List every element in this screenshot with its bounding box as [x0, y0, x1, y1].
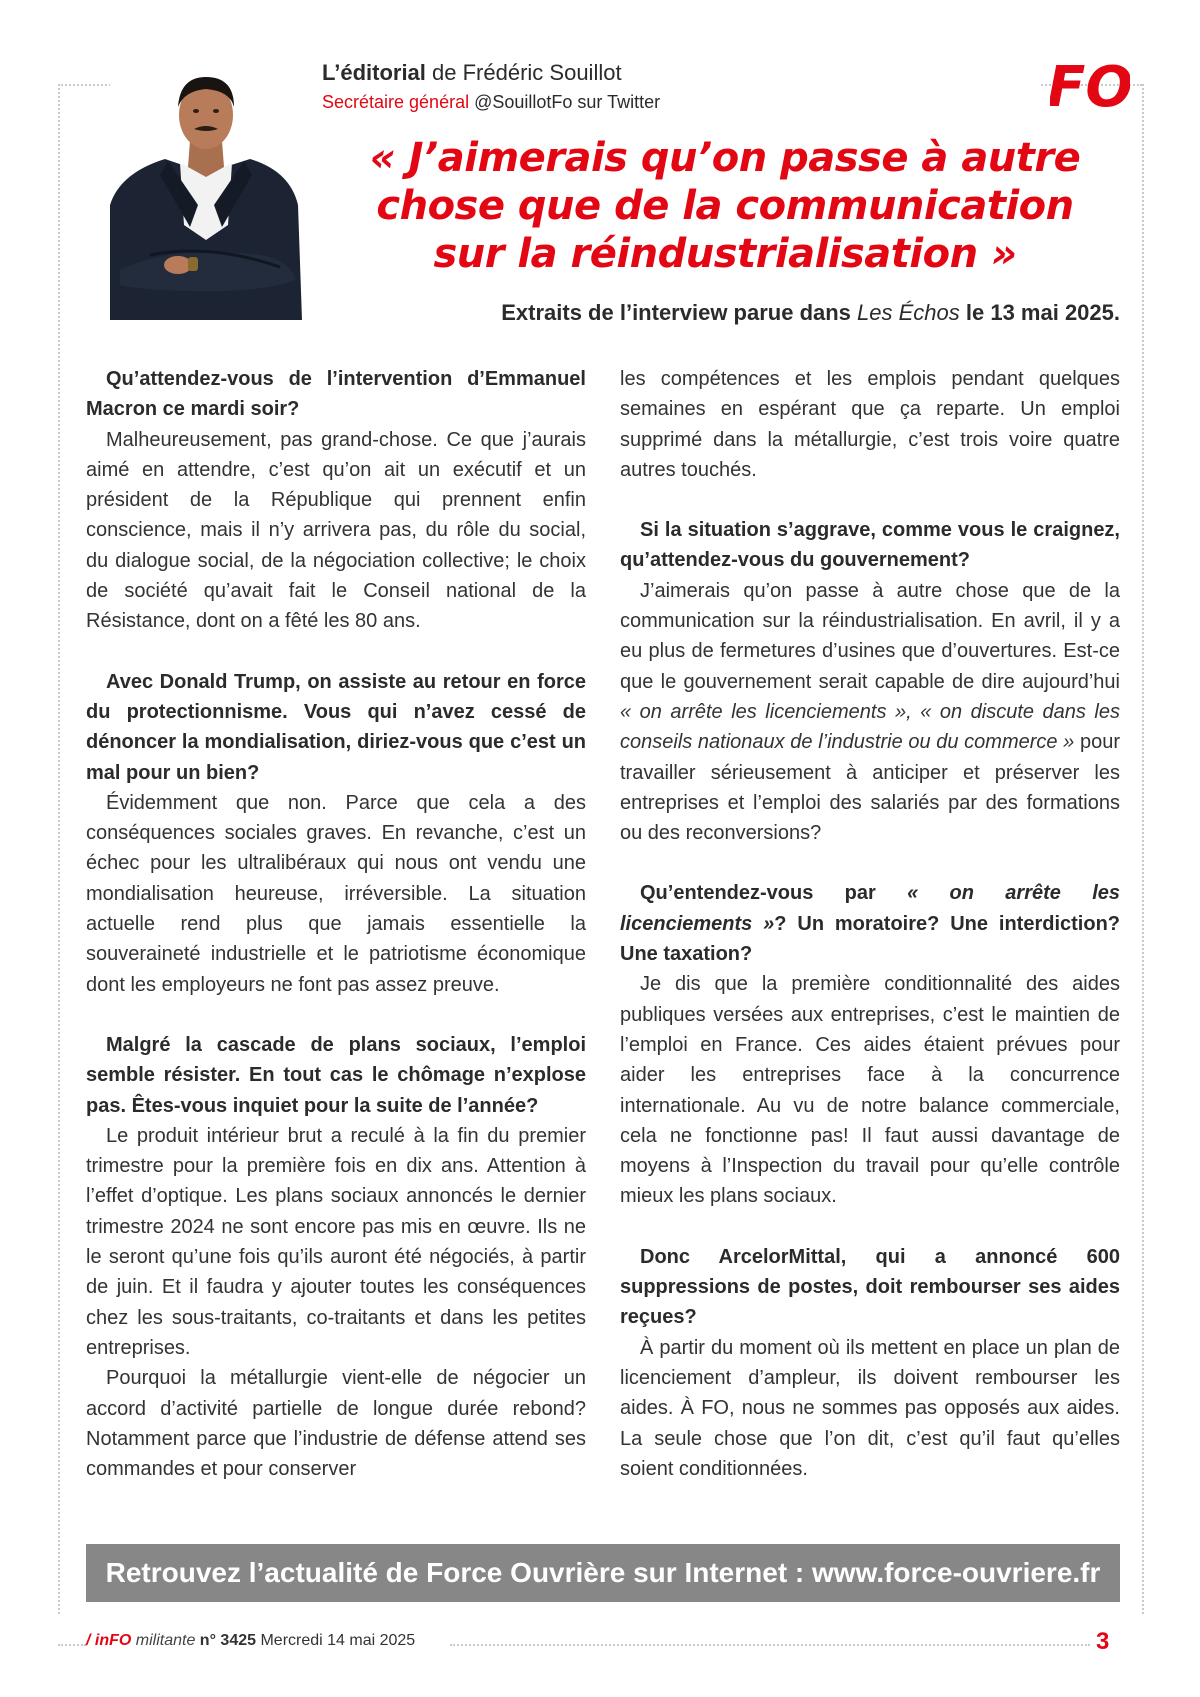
answer-2: Évidemment que non. Parce que cela a des conséquences sociales graves. En revanche, c’est un échec pour les ultralibéraux qui nous ont vendu une mondialisation heureuse, irréversible. La situation actuelle rend plus que jamais essentielle la souveraineté industrielle et le patriotisme économique dont les employeurs ne font pas assez preuve.	[86, 791, 586, 996]
headline-line-1: « J’aimerais qu’on passe à autre	[369, 135, 1081, 181]
answer-1: Malheureusement, pas grand-chose. Ce que j’aurais aimé en attendre, c’est qu’on ait un exécutif et un président de la République qui prennent enfin conscience, mais il n’y arrivera pas, du rôle du social, du dialogue social, de la négociation collective; le choix de société qu’avait fait le Conseil national de la Résistance, dont on a fêté les 80 ans.	[86, 428, 586, 633]
subtitle-source: Les Échos	[857, 300, 960, 325]
answer-6: À partir du moment où ils mettent en place un plan de licenciement d’ampleur, ils doivent rembourser les aides. À FO, nous ne sommes pas opposés aux aides. La seule chose que l’on dit, c’est qu’il faut qu’elles soient conditionnées.	[620, 1336, 1120, 1480]
fo-logo-text: FO	[1050, 55, 1130, 120]
page-footer	[86, 1632, 421, 1658]
question-2: Avec Donald Trump, on assiste au retour en force du protectionnisme. Vous qui n’avez cessé de dénoncer la mondialisation, diriez-vous que c’est un mal pour un bien?	[86, 670, 586, 784]
answer-5: Je dis que la première conditionnalité des aides publiques versées aux entreprises, c’est le maintien de l’emploi en France. Ces aides étaient prévues pour aider les entreprises face à la concurrence internationale. Au vu de notre balance commerciale, cela ne fonctionne pas! Il faut aussi davantage de moyens à l’Inspection du travail pour qu’elle contrôle mieux les plans sociaux.	[620, 973, 1120, 1208]
article-column-left	[86, 364, 586, 1484]
headline-line-2: chose que de la communication	[376, 183, 1074, 229]
headline-line-3: sur la réindustrialisation »	[433, 231, 1017, 277]
page-frame-right	[1142, 84, 1144, 1614]
footer-brand: / inFO	[86, 1632, 132, 1649]
subtitle	[330, 300, 1120, 326]
author-twitter: @SouillotFo sur Twitter	[469, 92, 661, 112]
question-6: Donc ArcelorMittal, qui a annoncé 600 suppressions de postes, doit rembourser ses aides reçues?	[620, 1245, 1120, 1329]
page-frame-bottom-left	[58, 1644, 86, 1646]
article-column-right	[620, 364, 1120, 1484]
editorial-label: L’éditorial	[322, 60, 426, 85]
author-role: Secrétaire général	[322, 92, 470, 112]
question-4: Si la situation s’aggrave, comme vous le craignez, qu’attendez-vous du gouvernement?	[620, 519, 1120, 572]
footer-publication: militante	[131, 1632, 196, 1649]
headline	[330, 134, 1120, 278]
page-frame-bottom	[450, 1644, 1090, 1646]
page-number: 3	[1090, 1628, 1115, 1656]
answer-3-end: les compétences et les emplois pendant quelques semaines en espérant que ça reparte. Un emploi supprimé dans la métallurgie, c’est trois voire quatre autres touchés.	[620, 368, 1120, 481]
question-5-quote: « on arrête les licenciements »	[620, 882, 1121, 935]
answer-3-continued: Pourquoi la métallurgie vient-elle de négocier un accord d’activité partielle de longue durée rebond? Notamment parce que l’industrie de défense attend ses commandes et pour conserver	[86, 1367, 586, 1481]
answer-3: Le produit intérieur brut a reculé à la fin du premier trimestre pour la première fois en dix ans. Attention à l’effet d’optique. Les plans sociaux annoncés le dernier trimestre 2024 ne sont encore pas mis en œuvre. Ils ne le seront qu’une fois qu’ils auront été négociés, à partir de juin. Et il faudra y ajouter toutes les conséquences chez les sous-traitants, co-traitants et dans les petites entreprises.	[86, 1124, 586, 1359]
author-portrait	[110, 55, 302, 320]
footer-issue: n° 3425	[195, 1632, 257, 1649]
website-banner: Retrouvez l’actualité de Force Ouvrière sur Internet : www.force-ouvriere.fr	[86, 1544, 1120, 1602]
author-role-line	[322, 92, 660, 113]
subtitle-pre: Extraits de l’interview parue dans	[501, 300, 858, 325]
answer-4	[620, 576, 1120, 849]
answer-4-pre: J’aimerais qu’on passe à autre chose que de la communication sur la réindustrialisation. En avril, il y a eu plus de fermetures d’usines que d’ouvertures. Est-ce que le gouvernement serait capable de dire aujourd’hui	[620, 579, 1120, 693]
editorial-author: de Frédéric Souillot	[425, 60, 622, 85]
answer-4-post: pour travailler sérieusement à anticiper et préserver les entreprises et l’emploi des salariés par des formations ou des reconversions?	[620, 731, 1120, 845]
subtitle-post: le 13 mai 2025.	[959, 300, 1120, 325]
footer-date: Mercredi 14 mai 2025	[256, 1632, 416, 1649]
page-frame-left	[58, 84, 60, 1614]
question-5	[620, 878, 1120, 969]
question-5-pre: Qu’entendez-vous par	[640, 882, 908, 905]
question-5-post: ? Un moratoire? Une interdiction? Une taxation?	[620, 912, 1120, 966]
question-3: Malgré la cascade de plans sociaux, l’emploi semble résister. En tout cas le chômage n’explose pas. Êtes-vous inquiet pour la suite de l’année?	[86, 1033, 586, 1117]
editorial-byline	[322, 60, 622, 86]
question-1: Qu’attendez-vous de l’intervention d’Emmanuel Macron ce mardi soir?	[86, 368, 586, 421]
answer-4-quote: « on arrête les licenciements », « on discute dans les conseils nationaux de l’industrie ou du commerce »	[620, 700, 1120, 754]
fo-logo	[1050, 52, 1130, 120]
